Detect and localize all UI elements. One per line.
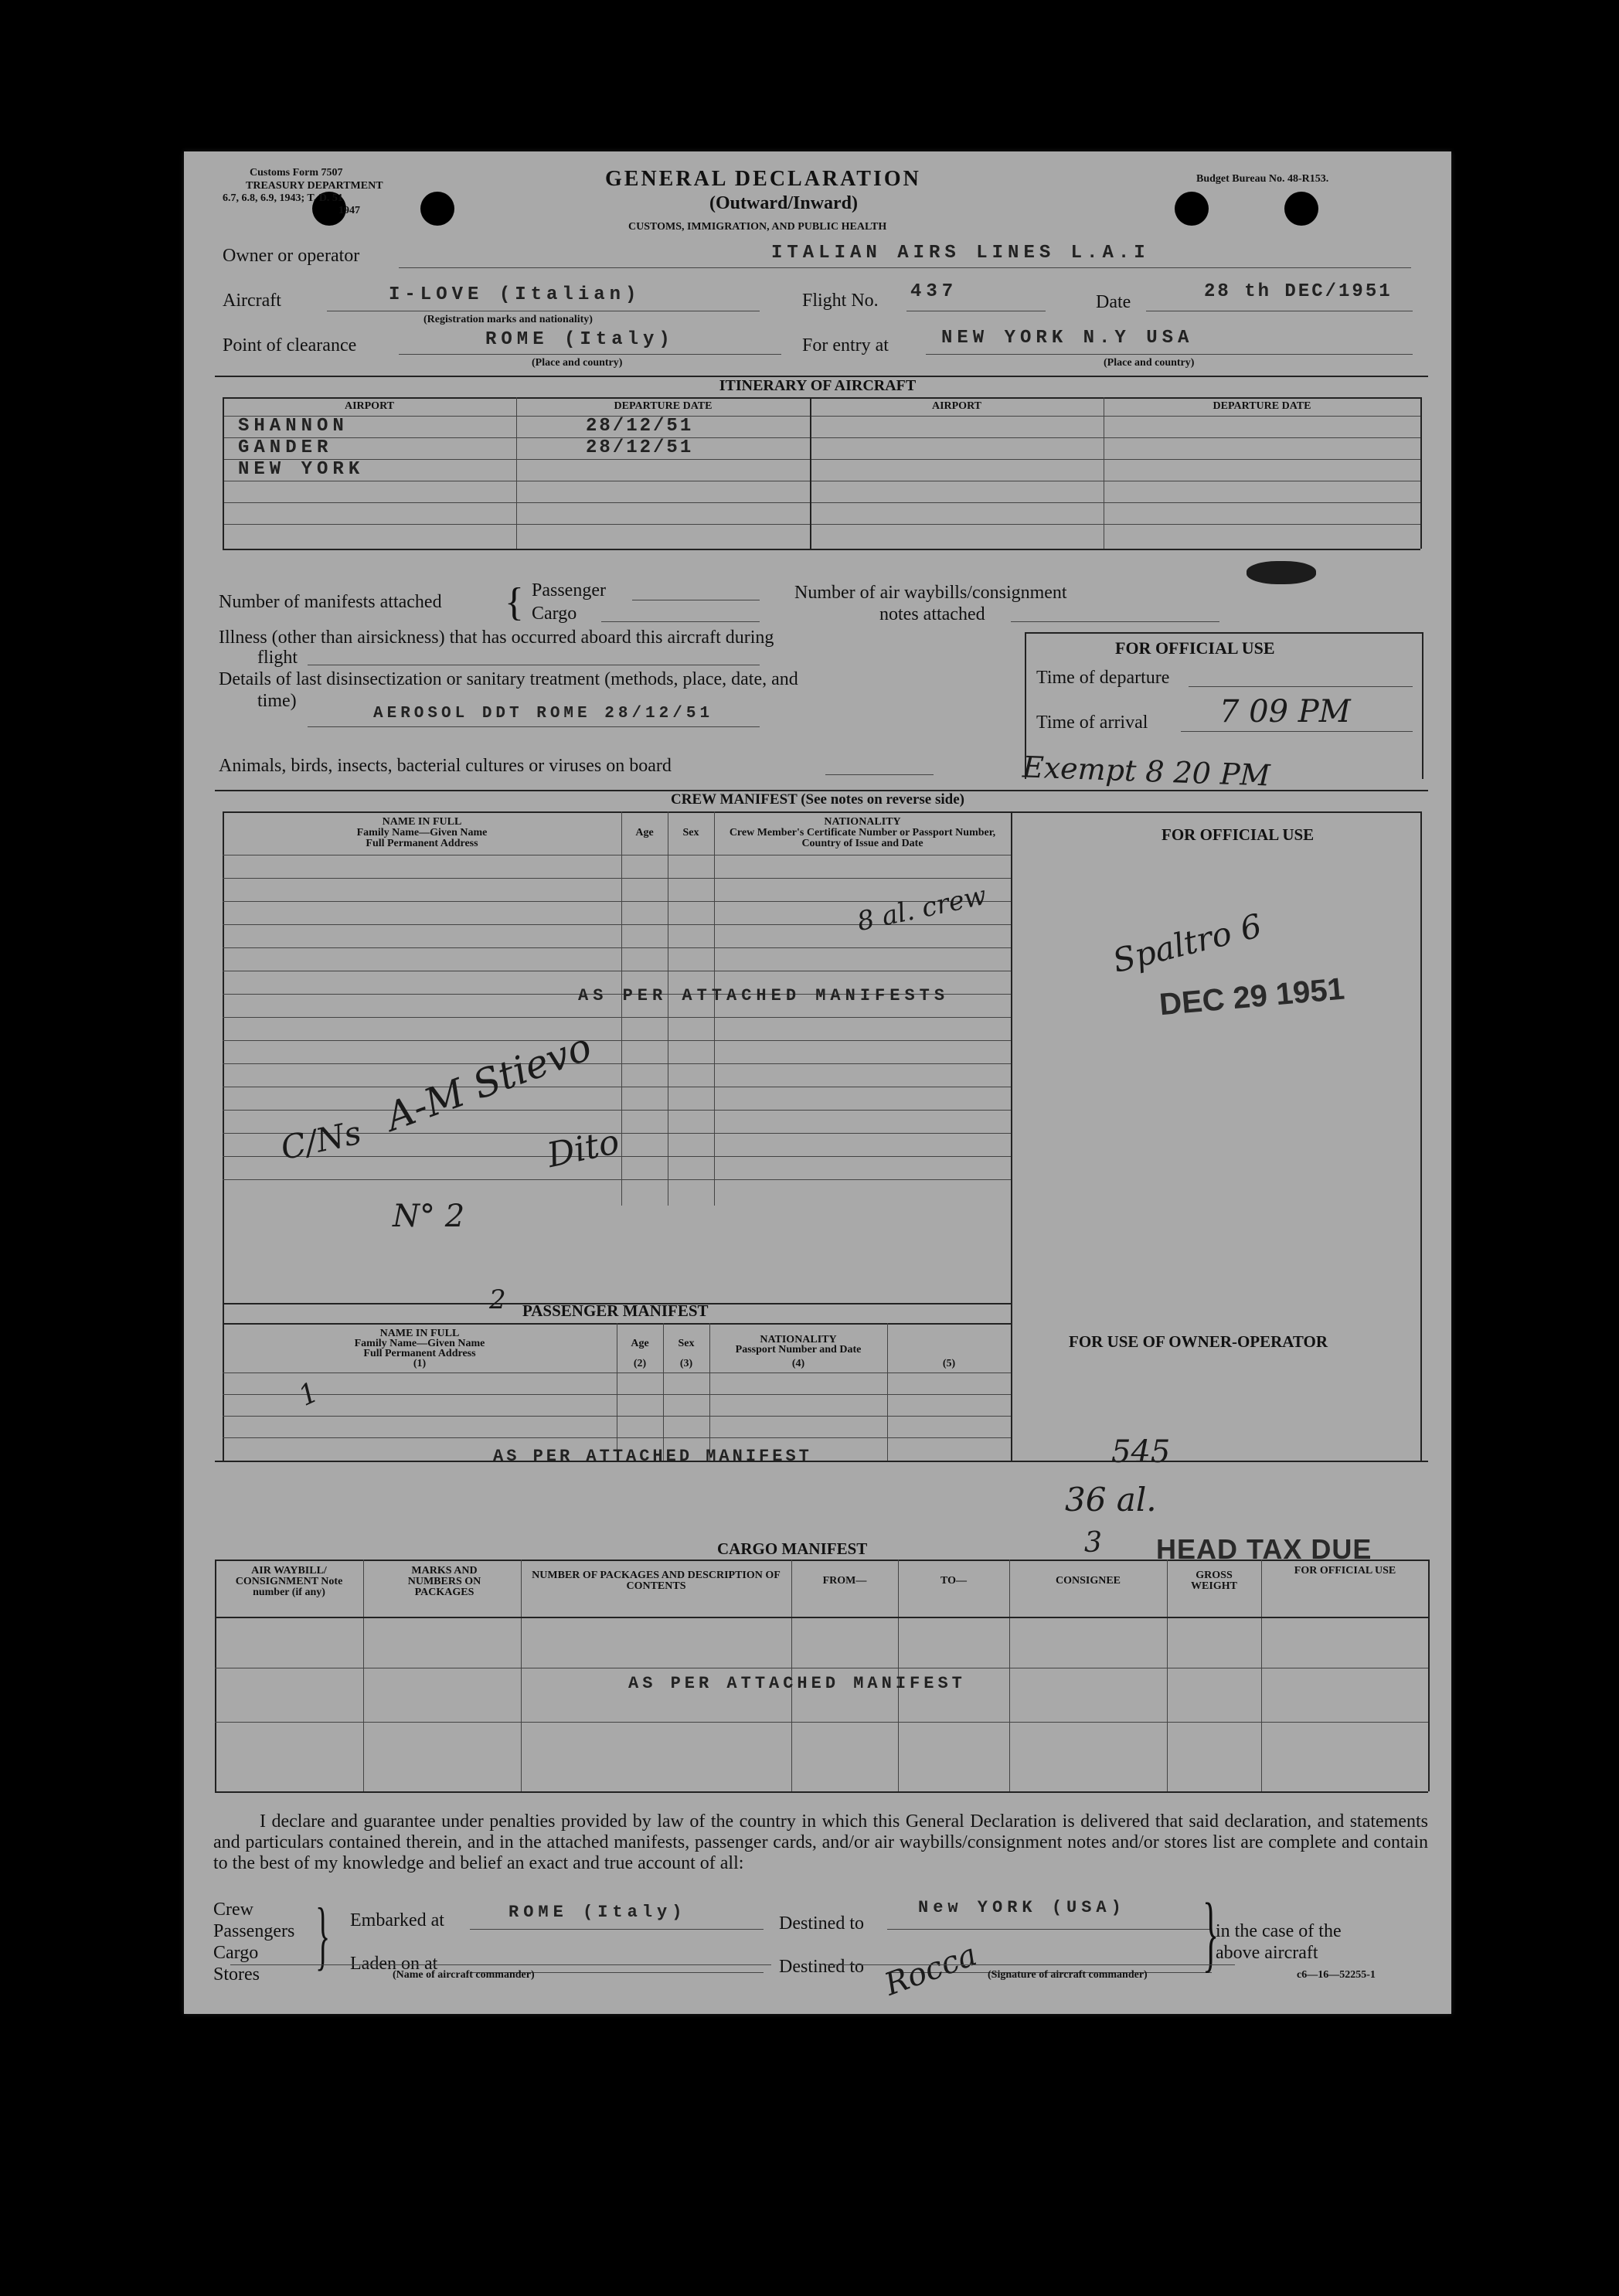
declaration-cargo: Cargo (213, 1943, 259, 1963)
redacted-mark (1247, 561, 1316, 584)
animals-label: Animals, birds, insects, bacterial cultures or viruses on board (219, 756, 672, 776)
commander-signature-handwritten: Rocca (879, 1937, 982, 2003)
passenger-manifest-title: PASSENGER MANIFEST (522, 1301, 709, 1320)
cargo-col-waybill: AIR WAYBILL/ CONSIGNMENT Note number (if any) (235, 1565, 343, 1598)
agencies-line: CUSTOMS, IMMIGRATION, AND PUBLIC HEALTH (628, 221, 887, 233)
punch-hole (1175, 192, 1209, 226)
head-tax-due-stamp: HEAD TAX DUE (1156, 1533, 1372, 1565)
destined-value: New YORK (USA) (918, 1898, 1126, 1917)
date-value: 28 th DEC/1951 (1204, 281, 1393, 302)
disinsect-label: Details of last disinsectization or sanitary treatment (methods, place, date, and (219, 669, 798, 689)
destined-label-2: Destined to (779, 1957, 864, 1977)
passenger-nationality-header: NATIONALITY (760, 1334, 837, 1345)
aircraft-value: I-LOVE (Italian) (389, 284, 641, 305)
passenger-attached-manifest: AS PER ATTACHED MANIFEST (493, 1447, 812, 1466)
laden-label: Laden on at (350, 1954, 438, 1974)
declaration-passengers: Passengers (213, 1921, 295, 1941)
cargo-manifest-title: CARGO MANIFEST (717, 1539, 868, 1558)
itinerary-departure-header-2: DEPARTURE DATE (1213, 400, 1311, 412)
illness-label-2: flight (257, 648, 298, 668)
customs-form-number: Customs Form 7507 (250, 167, 343, 179)
itinerary-airport-header: AIRPORT (344, 400, 395, 412)
passenger-nationality-header-2: Passport Number and Date (735, 1344, 862, 1355)
official-use-title: FOR OFFICIAL USE (1115, 638, 1275, 658)
clearance-value: ROME (Italy) (485, 329, 675, 350)
clearance-label: Point of clearance (223, 335, 357, 355)
commander-signature-caption: (Signature of aircraft commander) (988, 1969, 1148, 1981)
passenger-sex-col-number: (3) (679, 1358, 693, 1369)
entry-label: For entry at (802, 335, 889, 355)
owner-operator-use: FOR USE OF OWNER-OPERATOR (1069, 1332, 1328, 1351)
disinsect-label-2: time) (257, 691, 297, 711)
case-label-2: above aircraft (1216, 1943, 1318, 1963)
punch-hole (1284, 192, 1318, 226)
time-arrival-label: Time of arrival (1036, 713, 1148, 733)
treasury-department: TREASURY DEPARTMENT (246, 180, 383, 192)
disinsect-value: AEROSOL DDT ROME 28/12/51 (373, 705, 714, 723)
crew-nationality-header-2: Crew Member's Certificate Number or Passport Number, (729, 827, 996, 838)
cargo-col-marks: MARKS AND NUMBERS ON PACKAGES (407, 1565, 481, 1598)
crew-nationality-header: NATIONALITY (824, 816, 901, 828)
manifests-label: Number of manifests attached (219, 592, 442, 612)
embarked-value: ROME (Italy) (508, 1903, 687, 1922)
passenger-name-col-number: (1) (413, 1358, 427, 1369)
passenger-name-header: NAME IN FULL (379, 1328, 460, 1339)
owner-label: Owner or operator (223, 246, 360, 266)
passenger-total-handwritten: 545 (1111, 1434, 1171, 1470)
aircraft-caption: (Registration marks and nationality) (423, 314, 593, 325)
flight-value: 437 (910, 281, 958, 302)
crew-official-use: FOR OFFICIAL USE (1162, 825, 1315, 844)
crew-manifest-title: CREW MANIFEST (See notes on reverse side) (671, 791, 964, 808)
dito-handwritten: Dito (543, 1121, 623, 1176)
cargo-col-to: TO— (940, 1575, 967, 1587)
flight-label: Flight No. (802, 291, 879, 311)
itinerary-date-2: 28/12/51 (586, 437, 694, 458)
exempt-handwritten: Exempt 8 20 PM (1022, 750, 1271, 793)
itinerary-date-1: 28/12/51 (586, 416, 694, 437)
entry-value: NEW YORK N.Y USA (941, 328, 1194, 349)
arrival-time-handwritten: 7 09 PM (1219, 694, 1351, 730)
entry-caption: (Place and country) (1104, 357, 1195, 369)
itinerary-airport-2: GANDER (238, 437, 333, 458)
declaration-form: Customs Form 7507 TREASURY DEPARTMENT 6.7, 6.8, 6.9, 1943; T. D. 51 1947 GENERAL DECLARATION (Outward/Inward) CUSTOMS, IMMIGRATION, AND PUBLIC HEALTH Budget Bureau No. 48-R153. Owner or operator ITALIAN AIRS LINES L.A.I Aircraft I-LOVE (Italian) (Registration marks and nationality) Flight No. 437 Date 28 th DEC/1951 Point of clearance ROME (Italy) (Place and country) For entry at NEW YORK N.Y USA (Place and country) ITINERARY OF AIRCRAFT AIRPORT DEPARTURE DATE AIRPORT DEPARTURE DATE SHANNON GANDER NEW YORK 28/12/51 28/12/51 Number of manifests attached { Passenger Cargo Number of air waybills/consignment notes attached Illness (other than airsickness) that has occurred aboard this aircraft during flight Details of last disinsectization or sanitary treatment (methods, place, date, and time) AEROSOL DDT ROME 28/12/51 Animals, birds, insects, bacterial cultures or viruses on board FOR OFFICIAL USE Time of departure Time of arrival 7 09 PM Exempt 8 20 PM CREW MANIFEST (See notes on reverse side) NAME IN FULL Family Name—Given Name Full Permanent Address Age Sex NATIONALITY Crew Member's Certificate Number or Passport Number, Country of Issue and Date FOR OFFICIAL USE AS PER ATTACHED MANIFESTS 8 al. crew Spaltro 6 DEC 29 1951 C/Ns A-M Stievo Dito N° 2 2 PASSENGER MANIFEST FOR USE OF OWNER-OPERATOR NAME IN FULL Family Name—Given Name Full Permanent Address (1) Age (2) Sex (3) NATIONALITY Passport Number and Date (4) (5) 1 AS PER ATTACHED MANIFEST 545 36 al. CARGO MANIFEST 3 HEAD TAX DUE AIR WAYBILL/ CONSIGNMENT Note number (if any) MARKS AND NUMBERS ON PACKAGES NUMBER OF PACKAGES AND DESCRIPTION OF CONTENTS FROM— TO— CONSIGNEE GROSS WEIGHT FOR OFFICIAL USE AS PER ATTACHED MANIFEST I declare and guarantee under penalties provided by law of the country in which this General Declaration is delivered that said declaration, and statements and particulars contained therein, and in the attached manifests, passenger cards, and/or air waybills/consignment notes and/or stores list are complete and contain to the best of my knowledge and belief an exact and true account of all: Crew Passengers Cargo Stores } Embarked at Laden on at ROME (Italy) Destined to Destined to New YORK (USA) } in the case of the above aircraft Rocca (Name of aircraft commander) (Signature of aircraft commander) c6—16—52255-1 (184, 151, 1451, 2014)
cargo-col-gross-weight: GROSS WEIGHT (1191, 1570, 1237, 1592)
cns-handwritten: C/Ns (277, 1113, 365, 1168)
itinerary-title: ITINERARY OF AIRCRAFT (719, 377, 917, 394)
aircraft-label: Aircraft (223, 291, 281, 311)
passenger-col-5: (5) (942, 1358, 956, 1369)
time-departure-label: Time of departure (1036, 668, 1170, 688)
inspector-signature-handwritten: Spaltro 6 (1108, 906, 1266, 981)
itinerary-airport-1: SHANNON (238, 416, 349, 437)
passenger-name-header-3: Full Permanent Address (363, 1348, 476, 1359)
head-tax-number-handwritten: 3 (1084, 1527, 1102, 1559)
arrival-date-stamp: DEC 29 1951 (1158, 971, 1346, 1022)
cargo-attached-manifest: AS PER ATTACHED MANIFEST (628, 1674, 966, 1693)
form-subtitle: (Outward/Inward) (709, 193, 859, 213)
name-handwritten: A-M Stievo (379, 1024, 597, 1140)
waybills-label: Number of air waybills/consignment (794, 583, 1067, 603)
punch-hole (420, 192, 454, 226)
date-label: Date (1096, 292, 1131, 312)
commander-name-caption: (Name of aircraft commander) (393, 1969, 535, 1981)
passenger-manifest-count-label: Passenger (532, 580, 606, 600)
destined-label: Destined to (779, 1913, 864, 1934)
itinerary-airport-header-2: AIRPORT (931, 400, 982, 412)
illness-label: Illness (other than airsickness) that has occurred aboard this aircraft during (219, 628, 774, 648)
regulation-line: 6.7, 6.8, 6.9, 1943; T. D. 51 (223, 192, 343, 204)
number-handwritten: N° 2 (393, 1199, 465, 1234)
declaration-text: I declare and guarantee under penalties provided by law of the country in which this General Declaration is delivered that said declaration, and statements and particulars contained therein, and in the attached manifests, passenger cards, and/or air waybills/consignment notes and/or stores list are complete and contain to the best of my knowledge and belief an exact and true account of all: (213, 1811, 1428, 1873)
passenger-count-handwritten: 2 (489, 1284, 506, 1315)
cargo-col-from: FROM— (822, 1575, 867, 1587)
case-label: in the case of the (1216, 1921, 1342, 1941)
waybills-label-2: notes attached (879, 604, 985, 624)
itinerary-departure-header: DEPARTURE DATE (614, 400, 713, 412)
form-year: 1947 (338, 205, 360, 216)
crew-name-header-3: Full Permanent Address (366, 838, 478, 849)
crew-sex-header: Sex (682, 827, 699, 838)
owner-value: ITALIAN AIRS LINES L.A.I (771, 243, 1150, 264)
form-title: GENERAL DECLARATION (605, 167, 921, 191)
declaration-stores: Stores (213, 1964, 260, 1985)
itinerary-airport-3: NEW YORK (238, 459, 365, 480)
crew-name-header: NAME IN FULL (382, 816, 462, 828)
passenger-name-header-2: Family Name—Given Name (354, 1338, 485, 1349)
crew-nationality-header-3: Country of Issue and Date (801, 838, 923, 849)
print-code: c6—16—52255-1 (1297, 1969, 1376, 1981)
cargo-col-packages: NUMBER OF PACKAGES AND DESCRIPTION OF CONTENTS (532, 1570, 781, 1592)
cargo-col-official: FOR OFFICIAL USE (1294, 1565, 1396, 1577)
embarked-label: Embarked at (350, 1910, 444, 1930)
passenger-age-header: Age (631, 1338, 649, 1349)
cargo-col-consignee: CONSIGNEE (1055, 1575, 1121, 1587)
declaration-crew: Crew (213, 1900, 253, 1920)
budget-bureau-number: Budget Bureau No. 48-R153. (1196, 173, 1329, 185)
crew-count-handwritten: 8 al. crew (854, 879, 990, 938)
crew-name-header-2: Family Name—Given Name (356, 827, 488, 838)
cargo-manifest-count-label: Cargo (532, 604, 577, 624)
clearance-caption: (Place and country) (532, 357, 623, 369)
crew-age-header: Age (635, 827, 654, 838)
crew-attached-manifests: AS PER ATTACHED MANIFESTS (578, 986, 950, 1005)
passenger-age-col-number: (2) (633, 1358, 647, 1369)
passenger-count-al-handwritten: 36 al. (1065, 1481, 1157, 1519)
passenger-sex-header: Sex (678, 1338, 695, 1349)
passenger-mark-handwritten: 1 (294, 1376, 324, 1413)
passenger-nationality-col-number: (4) (791, 1358, 805, 1369)
